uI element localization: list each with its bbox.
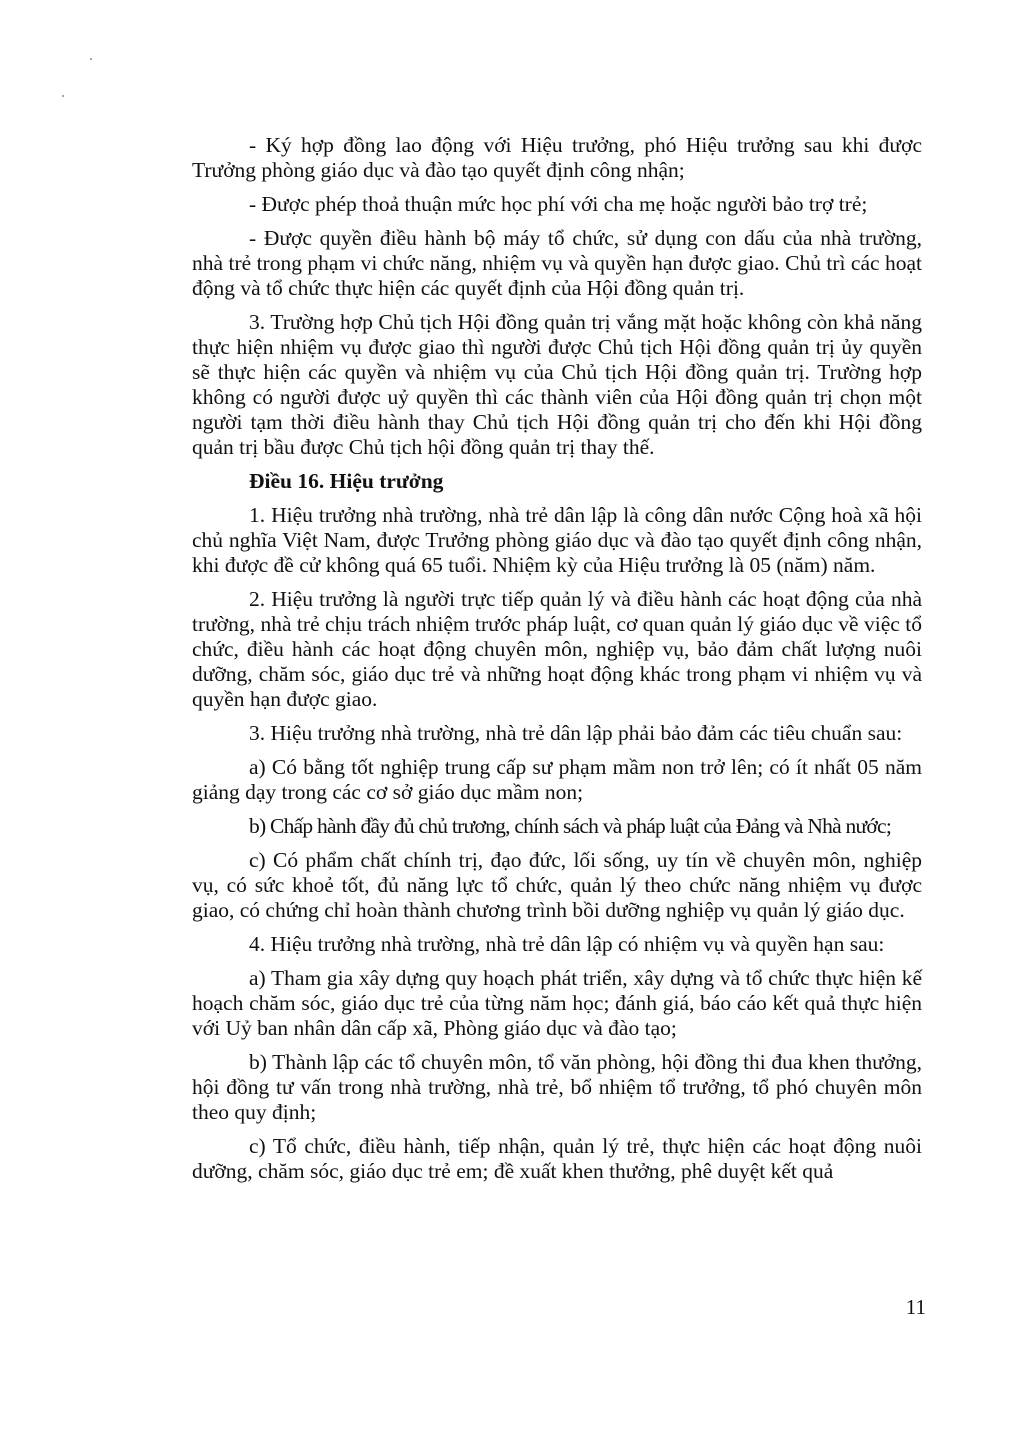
paragraph-item-b-groups: b) Thành lập các tổ chuyên môn, tổ văn phòng, hội đồng thi đua khen thưởng, hội đồng tư vấn trong nhà trường, nhà trẻ, bổ nhiệm tổ trưởng, tổ phó chuyên môn theo quy định; xyxy=(192,1050,922,1124)
paragraph-item-a-planning: a) Tham gia xây dựng quy hoạch phát triển, xây dựng và tổ chức thực hiện kế hoạch chăm sóc, giáo dục trẻ của từng năm học; đánh giá, báo cáo kết quả thực hiện với Uỷ ban nhân dân cấp xã, Phòng giáo dục và đào tạo; xyxy=(192,966,922,1040)
paragraph-item-c-organization: c) Tổ chức, điều hành, tiếp nhận, quản lý trẻ, thực hiện các hoạt động nuôi dưỡng, chăm sóc, giáo dục trẻ em; đề xuất khen thưởng, phê duyệt kết quả xyxy=(192,1134,922,1183)
scan-speck xyxy=(62,95,64,97)
paragraph-item-b-policy: b) Chấp hành đầy đủ chủ trương, chính sách và pháp luật của Đảng và Nhà nước; xyxy=(249,814,892,838)
article-heading: Điều 16. Hiệu trưởng xyxy=(249,469,444,493)
page-number: 11 xyxy=(905,1295,926,1319)
paragraph-clause-4: 4. Hiệu trưởng nhà trường, nhà trẻ dân lập có nhiệm vụ và quyền hạn sau: xyxy=(249,932,885,956)
paragraph-bullet-management: - Được quyền điều hành bộ máy tổ chức, sử dụng con dấu của nhà trường, nhà trẻ trong phạm vi chức năng, nhiệm vụ và quyền hạn được giao. Chủ trì các hoạt động và tổ chức thực hiện các quyết định của Hội đồng quản trị. xyxy=(192,226,922,300)
paragraph-clause-1: 1. Hiệu trưởng nhà trường, nhà trẻ dân lập là công dân nước Cộng hoà xã hội chủ nghĩa Việt Nam, được Trưởng phòng giáo dục và đào tạo quyết định công nhận, khi được đề cử không quá 65 tuổi. Nhiệm kỳ của Hiệu trưởng là 05 (năm) năm. xyxy=(192,503,922,577)
paragraph-item-c-qualities: c) Có phẩm chất chính trị, đạo đức, lối sống, uy tín về chuyên môn, nghiệp vụ, có sức khoẻ tốt, đủ năng lực tổ chức, quản lý theo chức năng nhiệm vụ được giao, có chứng chỉ hoàn thành chương trình bồi dưỡng nghiệp vụ quản lý giáo dục. xyxy=(192,848,922,922)
paragraph-clause-3-standards: 3. Hiệu trưởng nhà trường, nhà trẻ dân lập phải bảo đảm các tiêu chuẩn sau: xyxy=(249,721,903,745)
paragraph-clause-2: 2. Hiệu trưởng là người trực tiếp quản lý và điều hành các hoạt động của nhà trường, nhà trẻ chịu trách nhiệm trước pháp luật, cơ quan quản lý giáo dục về việc tổ chức, điều hành các hoạt động chuyên môn, nghiệp vụ, bảo đảm chất lượng nuôi dưỡng, chăm sóc, giáo dục trẻ và những hoạt động khác trong phạm vi nhiệm vụ và quyền hạn được giao. xyxy=(192,587,922,711)
scan-speck xyxy=(90,58,92,60)
paragraph-bullet-tuition: - Được phép thoả thuận mức học phí với cha mẹ hoặc người bảo trợ trẻ; xyxy=(249,192,868,216)
paragraph-bullet-contract: - Ký hợp đồng lao động với Hiệu trưởng, phó Hiệu trưởng sau khi được Trưởng phòng giáo dục và đào tạo quyết định công nhận; xyxy=(192,133,922,182)
paragraph-clause-3: 3. Trường hợp Chủ tịch Hội đồng quản trị vắng mặt hoặc không còn khả năng thực hiện nhiệm vụ được giao thì người được Chủ tịch Hội đồng quản trị ủy quyền sẽ thực hiện các quyền và nhiệm vụ của Chủ tịch Hội đồng quản trị. Trường hợp không có người được uỷ quyền thì các thành viên của Hội đồng quản trị chọn một người tạm thời điều hành thay Chủ tịch Hội đồng quản trị cho đến khi Hội đồng quản trị bầu được Chủ tịch hội đồng quản trị thay thế. xyxy=(192,310,922,459)
paragraph-item-a-degree: a) Có bằng tốt nghiệp trung cấp sư phạm mầm non trở lên; có ít nhất 05 năm giảng dạy trong các cơ sở giáo dục mầm non; xyxy=(192,755,922,804)
document-body xyxy=(192,133,922,1193)
